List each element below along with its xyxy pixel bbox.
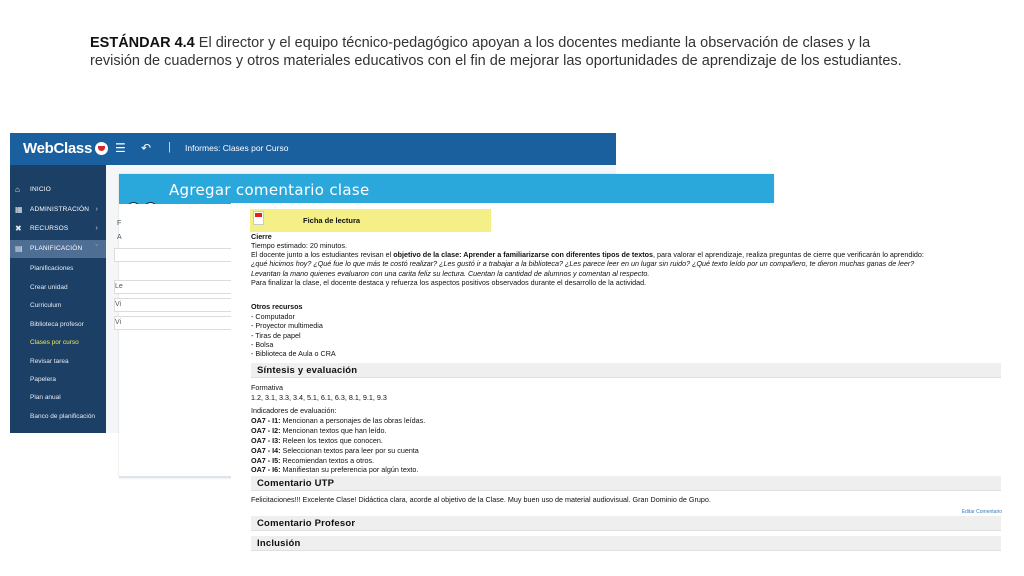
- webclass-logo[interactable]: [23, 140, 108, 157]
- sidebar-subitem-plan-anual[interactable]: Plan anual: [30, 394, 61, 401]
- stub-text: Le: [115, 283, 123, 290]
- otros-recursos-title: Otros recursos: [251, 302, 303, 311]
- section-title: Síntesis y evaluación: [257, 365, 358, 376]
- indicador-row: [251, 456, 374, 465]
- stub-text: Vi: [115, 319, 122, 326]
- recurso-item: - Proyector multimedia: [251, 321, 323, 330]
- home-icon: ⌂: [15, 185, 21, 194]
- ficha-lectura-attachment[interactable]: [250, 209, 491, 232]
- sidebar-item-planificacion[interactable]: [10, 240, 106, 258]
- slide-heading-bold: ESTÁNDAR 4.4: [90, 35, 195, 51]
- breadcrumb-separator: |: [168, 141, 171, 153]
- indicador-code: OA7 - I5:: [251, 456, 281, 465]
- sidebar-subitem-curriculum[interactable]: Curriculum: [30, 302, 62, 309]
- edit-comment-link[interactable]: Editar Comentario: [961, 509, 1002, 515]
- indicador-code: OA7 - I6:: [251, 465, 281, 474]
- section-title: Inclusión: [257, 538, 301, 549]
- modal-divider: [119, 476, 231, 478]
- menu-icon[interactable]: ☰: [115, 141, 126, 155]
- chevron-right-icon: ›: [95, 225, 98, 232]
- ficha-label: Ficha de lectura: [303, 216, 361, 225]
- logo-badge-icon: [95, 142, 108, 155]
- slide-heading: [90, 34, 910, 70]
- indicador-text: Mencionan textos que han leído.: [280, 426, 387, 435]
- section-title: Comentario Profesor: [257, 518, 356, 529]
- logo-text: WebClass: [23, 140, 93, 157]
- sidebar-subitem-planificaciones[interactable]: Planificaciones: [30, 265, 74, 272]
- cierre-objective: objetivo de la clase: Aprender a familiarizarse con diferentes tipos de textos: [393, 250, 654, 259]
- indicador-text: Manifiestan su preferencia por algún texto.: [280, 465, 419, 474]
- sidebar-item-administracion[interactable]: [10, 201, 106, 219]
- sidebar-subitem-revisar-tarea[interactable]: Revisar tarea: [30, 358, 69, 365]
- cierre-line-1-a: El docente junto a los estudiantes revisan el: [251, 250, 394, 259]
- cierre-line-2: ¿qué hicimos hoy? ¿Qué fue lo que más te costó realizar? ¿Les gustó ir a trabajar a la biblioteca? ¿Les parece leer en un lugar sin ruido? ¿Qué texto leído por un compañero, te dieron muchas ganas de leer?: [251, 259, 915, 268]
- cierre-line-4: Para finalizar la clase, el docente destaca y refuerza los aspectos positivos observados durante el desarrollo de la actividad.: [251, 278, 647, 287]
- section-inclusion: [251, 536, 1001, 551]
- breadcrumb: Informes: Clases por Curso: [185, 143, 289, 153]
- indicador-code: OA7 - I4:: [251, 446, 281, 455]
- indicador-code: OA7 - I1:: [251, 416, 281, 425]
- indicador-row: [251, 436, 383, 445]
- comentario-utp-text: Felicitaciones!!! Excelente Clase! Didáctica clara, acorde al objetivo de la Clase. Muy buen uso de material audiovisual. Gran Dominio de Grupo.: [251, 495, 711, 504]
- indicador-text: Releen los textos que conocen.: [280, 436, 383, 445]
- recurso-item: - Computador: [251, 312, 295, 321]
- modal-title: Agregar comentario clase: [169, 181, 370, 199]
- recurso-item: - Bolsa: [251, 340, 274, 349]
- cierre-line-1: [251, 250, 924, 259]
- cierre-title: Cierre: [251, 232, 272, 241]
- sidebar-item-label: INICIO: [30, 186, 52, 193]
- slide-heading-text: El director y el equipo técnico-pedagógico apoyan a los docentes mediante la observación de clases y la revisión de cuadernos y otros materiales educativos con el fin de mejorar las oportunidades de aprendizaje de los estudiantes.: [90, 35, 902, 69]
- undo-icon[interactable]: ↶: [141, 141, 152, 155]
- recurso-item: - Biblioteca de Aula o CRA: [251, 349, 336, 358]
- section-title: Comentario UTP: [257, 478, 335, 489]
- document-icon: ▤: [15, 244, 23, 253]
- sidebar-item-label: PLANIFICACIÓN: [30, 245, 83, 252]
- sidebar-item-label: RECURSOS: [30, 225, 69, 232]
- lesson-document: [231, 203, 1006, 576]
- sidebar-subitem-biblioteca-profesor[interactable]: Biblioteca profesor: [30, 321, 84, 328]
- tiempo-estimado: Tiempo estimado: 20 minutos.: [251, 241, 348, 250]
- indicadores-title: Indicadores de evaluación:: [251, 406, 337, 415]
- indicador-row: [251, 465, 418, 474]
- section-sintesis: [251, 363, 1001, 378]
- indicador-row: [251, 416, 425, 425]
- indicador-text: Mencionan a personajes de las obras leídas.: [280, 416, 426, 425]
- section-comentario-utp: [251, 476, 1001, 491]
- stub-row[interactable]: [114, 280, 232, 294]
- sidebar-subitem-banco-de-planificacion[interactable]: Banco de planificación: [30, 413, 96, 420]
- indicador-code: OA7 - I3:: [251, 436, 281, 445]
- cierre-line-3: Levantan la mano quienes evaluaron con una carita feliz su lectura. Cuentan la cantidad de alumnos y comentan al respecto.: [251, 269, 650, 278]
- stub-row: [114, 248, 232, 262]
- app-topbar: [10, 133, 616, 165]
- sidebar-subitem-clases-por-curso[interactable]: Clases por curso: [30, 339, 79, 346]
- sidebar: [10, 165, 106, 433]
- indicador-text: Recomiendan textos a otros.: [280, 456, 375, 465]
- pdf-file-icon: [253, 211, 264, 225]
- indicador-row: [251, 426, 386, 435]
- recurso-item: - Tiras de papel: [251, 331, 301, 340]
- indicador-text: Seleccionan textos para leer por su cuenta: [280, 446, 419, 455]
- sidebar-item-label: ADMINISTRACIÓN: [30, 206, 90, 213]
- stub-row[interactable]: [114, 316, 232, 330]
- building-icon: ▦: [15, 205, 23, 214]
- section-comentario-profesor: [251, 516, 1001, 531]
- formativa-codes: 1.2, 3.1, 3.3, 3.4, 5.1, 6.1, 6.3, 8.1, 9.1, 9.3: [251, 393, 387, 402]
- modal-header: [119, 174, 774, 204]
- chevron-right-icon: ›: [95, 206, 98, 213]
- modal-left-column: [115, 204, 231, 478]
- indicador-code: OA7 - I2:: [251, 426, 281, 435]
- sidebar-item-inicio[interactable]: [10, 181, 106, 199]
- stub-row[interactable]: [114, 298, 232, 312]
- tools-icon: ✖: [15, 224, 22, 233]
- indicador-row: [251, 446, 419, 455]
- stub-text: Vi: [115, 301, 122, 308]
- cierre-line-1-c: , para valorar el aprendizaje, realiza preguntas de cierre que verificarán lo aprendido:: [653, 250, 924, 259]
- chevron-down-icon: ˇ: [95, 245, 98, 252]
- sidebar-subitem-papelera[interactable]: Papelera: [30, 376, 57, 383]
- formativa-label: Formativa: [251, 383, 283, 392]
- sidebar-subitem-crear-unidad[interactable]: Crear unidad: [30, 284, 68, 291]
- stub-text: A: [117, 234, 122, 241]
- stub-text: F: [117, 220, 122, 227]
- sidebar-item-recursos[interactable]: [10, 220, 106, 238]
